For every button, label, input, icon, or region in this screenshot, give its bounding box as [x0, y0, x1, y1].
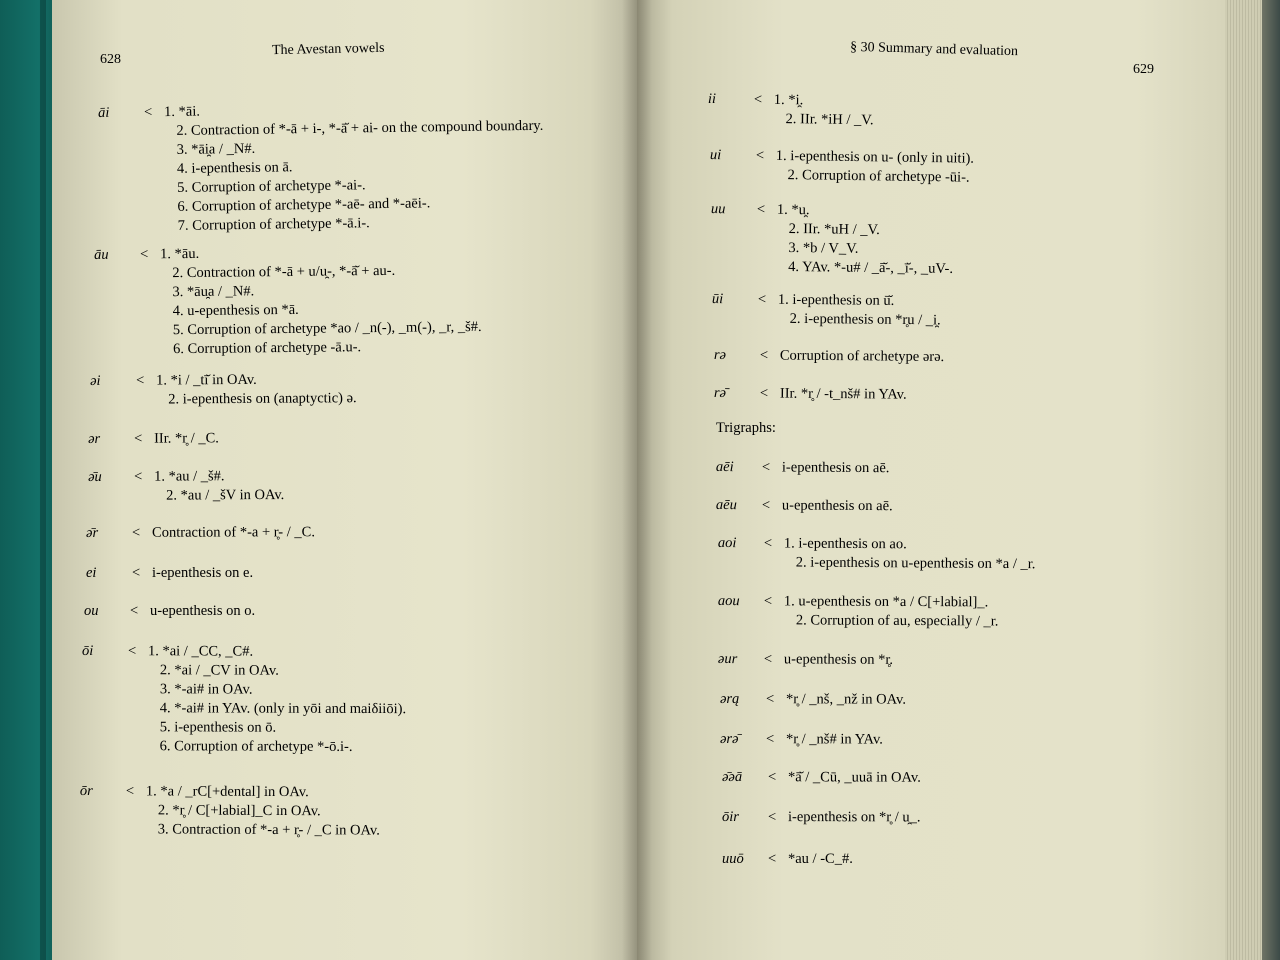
- derivation-sign: <: [765, 691, 775, 708]
- derivation-sign: <: [756, 201, 766, 218]
- entry-line: 1. *ai / _CC, _C#.: [147, 643, 254, 660]
- entry-line: 2. *au / _šV in OAv.: [166, 486, 285, 504]
- derivation-sign: <: [761, 497, 771, 514]
- entry-key: əi: [90, 372, 101, 389]
- derivation-sign: <: [132, 524, 141, 541]
- entry-line: 3. *āi̯a / _N#.: [176, 140, 256, 158]
- entry-line: Contraction of *-a + r̥- / _C.: [152, 524, 315, 541]
- entry-key: aēu: [715, 496, 737, 514]
- entry-line: 2. Contraction of *-ā + u/u̯-, *-ā̆ + au-.: [172, 262, 396, 282]
- entry-line: 1. i-epenthesis on u- (only in uiti).: [775, 147, 975, 167]
- book-gutter: [622, 0, 652, 960]
- entry-line: u-epenthesis on aē.: [781, 497, 893, 515]
- derivation-sign: <: [757, 291, 767, 308]
- derivation-sign: <: [134, 468, 143, 485]
- entry-key: ərə̄: [719, 731, 739, 748]
- entry-line: 1. *āi.: [164, 103, 201, 121]
- derivation-sign: <: [761, 459, 771, 476]
- entry-line: 3. *-ai# in OAv.: [159, 681, 253, 698]
- entry-line: 1. *u̯.: [776, 201, 810, 219]
- entry-line: 5. Corruption of archetype *ao / _n(-), _m(-), _r, _š#.: [172, 318, 482, 339]
- entry-key: ōir: [721, 809, 739, 826]
- entry-line: 1. i-epenthesis on ū̆.: [777, 291, 895, 309]
- entry-key: ei: [86, 565, 97, 581]
- entry-line: 2. i-epenthesis on *r̥u / _i̯.: [789, 310, 941, 329]
- derivation-sign: <: [753, 91, 763, 108]
- entry-line: i-epenthesis on e.: [152, 565, 254, 581]
- entry-line: 1. i-epenthesis on ao.: [783, 535, 907, 553]
- derivation-sign: <: [763, 535, 773, 552]
- entry-line: 2. i-epenthesis on u-epenthesis on *a / _r.: [795, 554, 1036, 573]
- entry-line: i-epenthesis on *r̥ / u̯_.: [787, 809, 921, 826]
- entry-line: 7. Corruption of archetype *-ā.i-.: [177, 215, 370, 234]
- entry-line: 6. Corruption of archetype -ā.u-.: [173, 339, 362, 358]
- entry-key: aoi: [717, 535, 737, 552]
- derivation-sign: <: [132, 565, 141, 581]
- entry-key: ou: [84, 603, 99, 619]
- derivation-sign: <: [130, 603, 139, 619]
- entry-line: u-epenthesis on *r̥.: [783, 651, 894, 668]
- entry-line: 1. *āu.: [160, 245, 200, 263]
- entry-line: *ā̆ / _Cū, _uuā in OAv.: [787, 769, 921, 786]
- entry-key: āi: [98, 104, 110, 121]
- left-running-head: The Avestan vowels: [271, 40, 385, 59]
- entry-line: 3. *b / V_V.: [788, 239, 859, 257]
- entry-line: 6. Corruption of archetype *-ō.i-.: [159, 738, 353, 755]
- right-page-number: 629: [1133, 62, 1154, 77]
- derivation-sign: <: [755, 147, 765, 164]
- derivation-sign: <: [759, 385, 769, 402]
- entry-line: 2. IIr. *uH / _V.: [788, 220, 880, 239]
- background-shadow: [1262, 0, 1280, 960]
- derivation-sign: <: [768, 851, 777, 867]
- entry-key: ə̄əā: [721, 769, 743, 786]
- entry-key: ūi: [711, 290, 724, 308]
- entry-line: 2. Contraction of *-ā + i-, *-ā̆ + ai- on the compound boundary.: [176, 117, 544, 139]
- entry-line: 2. *ai / _CV in OAv.: [159, 662, 279, 679]
- derivation-sign: <: [144, 104, 153, 121]
- derivation-sign: <: [765, 731, 775, 748]
- derivation-sign: <: [134, 430, 143, 447]
- entry-line: Corruption of archetype ərə.: [779, 347, 945, 366]
- entry-key: uuō: [722, 851, 744, 867]
- entry-key: rə: [713, 346, 727, 364]
- entry-line: u-epenthesis on o.: [150, 603, 256, 619]
- derivation-sign: <: [136, 372, 145, 389]
- entry-key: ōi: [81, 643, 94, 660]
- entry-line: *r̥ / _nš# in YAv.: [785, 731, 883, 748]
- entry-line: 1. *i / _tī̆ in OAv.: [156, 371, 257, 389]
- entry-key: ər: [88, 430, 101, 447]
- derivation-sign: <: [140, 246, 149, 263]
- entry-line: 1. u-epenthesis on *a / C[+labial]_.: [783, 593, 989, 611]
- entry-line: 4. i-epenthesis on ā.: [176, 159, 293, 177]
- entry-line: 3. *āu̯a / _N#.: [172, 283, 255, 301]
- derivation-sign: <: [127, 643, 137, 660]
- entry-key: uu: [710, 200, 726, 218]
- entry-line: 2. i-epenthesis on (anaptyctic) ə.: [168, 390, 357, 408]
- entry-line: 4. *-ai# in YAv. (only in yōi and maiδiiōi).: [159, 700, 407, 718]
- entry-key: ii: [707, 90, 717, 108]
- entry-line: 4. YAv. *-u# / _ā̆-, _ī̆-, _uV-.: [788, 258, 954, 277]
- entry-line: *r̥ / _nš, _nž in OAv.: [785, 691, 907, 708]
- left-page-number: 628: [100, 52, 121, 67]
- entry-key: əur: [717, 651, 738, 668]
- right-running-head: § 30 Summary and evaluation: [849, 39, 1019, 60]
- entry-key: ui: [709, 146, 722, 164]
- entry-line: 1. *au / _š#.: [154, 468, 225, 485]
- entry-key: rə̄: [713, 384, 727, 402]
- entry-line: 2. IIr. *iH / _V.: [785, 111, 874, 129]
- entry-line: *au / -C_#.: [788, 851, 853, 867]
- entry-line: 2. Corruption of au, especially / _r.: [795, 612, 999, 630]
- entry-key: ərą: [719, 691, 740, 708]
- entry-key: aēi: [715, 458, 734, 476]
- cover-edge: [40, 0, 46, 960]
- derivation-sign: <: [763, 593, 773, 610]
- entry-line: IIr. *r̥ / -t_nš# in YAv.: [779, 385, 907, 403]
- entry-key: āu: [94, 246, 109, 263]
- trigraphs-heading: Trigraphs:: [716, 420, 776, 436]
- entry-line: 3. Contraction of *-a + r̥- / _C in OAv.: [157, 821, 380, 839]
- entry-key: ə̄r: [86, 524, 99, 541]
- derivation-sign: <: [767, 809, 777, 826]
- entry-line: 5. Corruption of archetype *-ai-.: [177, 177, 366, 196]
- entry-line: 4. u-epenthesis on *ā.: [172, 301, 299, 320]
- derivation-sign: <: [763, 651, 773, 668]
- entry-line: 6. Corruption of archetype *-aē- and *-aēi-.: [177, 195, 431, 215]
- derivation-sign: <: [767, 769, 777, 786]
- entry-line: 1. *i̯.: [773, 91, 804, 109]
- entry-line: IIr. *r̥ / _C.: [154, 430, 219, 447]
- entry-line: i-epenthesis on aē.: [781, 459, 890, 477]
- derivation-sign: <: [125, 783, 135, 800]
- entry-key: aou: [717, 593, 740, 610]
- entry-key: ə̄u: [88, 468, 102, 485]
- entry-line: 5. i-epenthesis on ō.: [159, 719, 277, 736]
- entry-line: 2. *r̥ / C[+labial]_C in OAv.: [157, 802, 321, 820]
- entry-key: ōr: [79, 783, 93, 800]
- derivation-sign: <: [759, 347, 769, 364]
- entry-line: 2. Corruption of archetype -ūi-.: [787, 167, 970, 186]
- entry-line: 1. *a / _rC[+dental] in OAv.: [145, 783, 309, 801]
